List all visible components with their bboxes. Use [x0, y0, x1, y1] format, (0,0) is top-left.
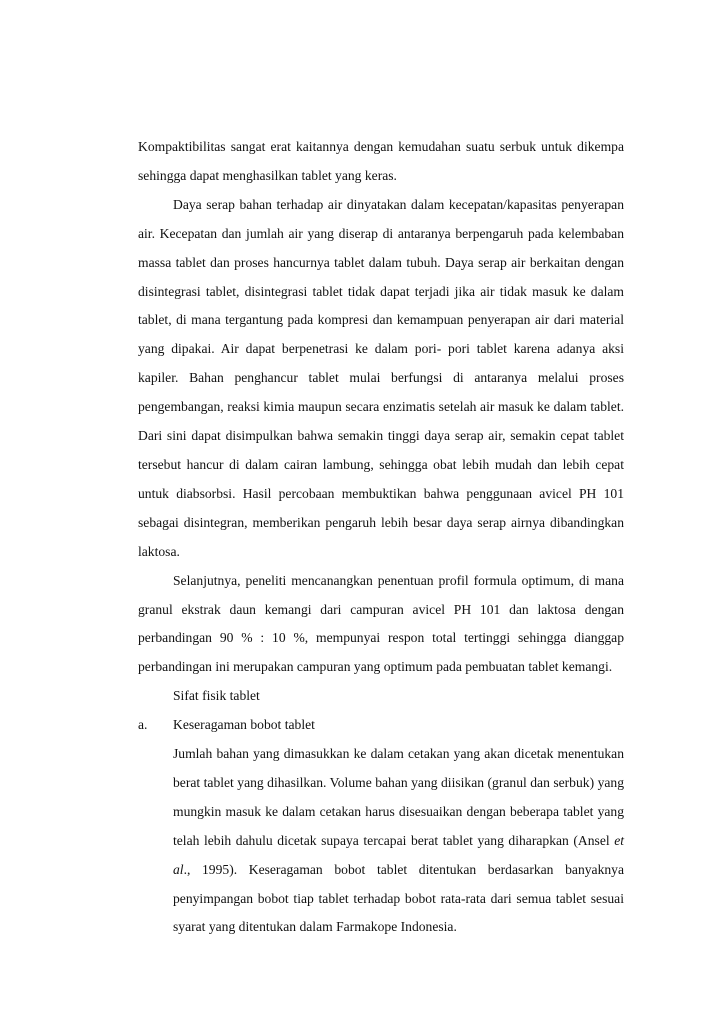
list-item-label: a.	[138, 717, 148, 733]
document-page	[138, 133, 624, 942]
paragraph-kompaktibilitas: Kompaktibilitas sangat erat kaitannya dengan kemudahan suatu serbuk untuk dikempa sehingga dapat menghasilkan tablet yang keras.	[138, 139, 624, 183]
list-item-title: Keseragaman bobot tablet	[173, 717, 315, 733]
paragraph-keseragaman-bobot	[138, 740, 624, 942]
list-item-a	[138, 711, 624, 740]
citation-et-al: et al	[173, 832, 624, 877]
body-text-part-2: ., 1995). Keseragaman bobot tablet ditentukan berdasarkan banyaknya penyimpangan bobot tiap tablet terhadap bobot rata-rata dari semua tablet sesuai syarat yang ditentukan dalam Farmakope Indonesia.	[173, 861, 624, 935]
paragraph-daya-serap: Daya serap bahan terhadap air dinyatakan dalam kecepatan/kapasitas penyerapan air. Kecepatan dan jumlah air yang diserap di antaranya berpengaruh pada kelembaban massa tablet dan proses hancurnya tablet dalam tubuh. Daya serap air berkaitan dengan disintegrasi tablet, disintegrasi tablet tidak dapat terjadi jika air tidak masuk ke dalam tablet, di mana tergantung pada kompresi dan kemampuan penyerapan air dari material yang dipakai. Air dapat berpenetrasi ke dalam pori- pori tablet karena adanya aksi kapiler. Bahan penghancur tablet mulai berfungsi di antaranya melalui proses pengembangan, reaksi kimia maupun secara enzimatis setelah air masuk ke dalam tablet. Dari sini dapat disimpulkan bahwa semakin tinggi daya serap air, semakin cepat tablet tersebut hancur di dalam cairan lambung, sehingga obat lebih mudah dan lebih cepat untuk diabsorbsi. Hasil percobaan membuktikan bahwa penggunaan avicel PH 101 sebagai disintegran, memberikan pengaruh lebih besar daya serap airnya dibandingkan laktosa.	[138, 196, 624, 559]
body-text-part-1: Jumlah bahan yang dimasukkan ke dalam cetakan yang akan dicetak menentukan berat tablet yang dihasilkan. Volume bahan yang diisikan (granul dan serbuk) yang mungkin masuk ke dalam cetakan harus disesuaikan dengan beberapa tablet yang telah lebih dahulu dicetak supaya tercapai berat tablet yang diharapkan (Ansel	[173, 746, 624, 848]
paragraph-formula-optimum: Selanjutnya, peneliti mencanangkan penentuan profil formula optimum, di mana granul ekstrak daun kemangi dari campuran avicel PH 101 dan laktosa dengan perbandingan 90 % : 10 %, mempunyai respon total tertinggi sehingga dianggap perbandingan ini merupakan campuran yang optimum pada pembuatan tablet kemangi.	[138, 572, 624, 675]
section-heading: Sifat fisik tablet	[173, 688, 260, 704]
